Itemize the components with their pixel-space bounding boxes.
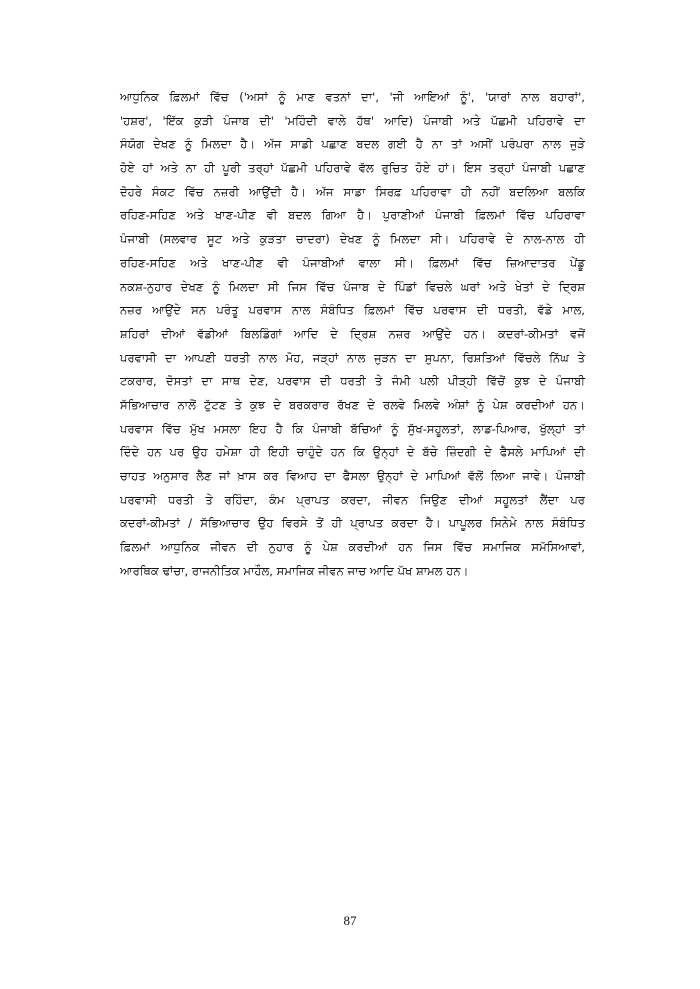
text-line: ਰਹਿਣ-ਸਹਿਣ ਅਤੇ ਖਾਣ-ਪੀਣ ਵੀ ਬਦਲ ਗਿਆ ਹੈ। ਪੁਰਾਣੀਆਂ ਪੰਜਾਬੀ ਫ਼ਿਲਮਾਂ ਵਿੱਚ ਪਹਿਰਾਵਾ bbox=[120, 208, 585, 223]
text-line: ਹੋਏ ਹਾਂ ਅਤੇ ਨਾ ਹੀ ਪੂਰੀ ਤਰ੍ਹਾਂ ਪੱਛਮੀ ਪਹਿਰਾਵੇ ਵੱਲ ਰੁਚਿਤ ਹੋਏ ਹਾਂ। ਇਸ ਤਰ੍ਹਾਂ ਪੰਜਾਬੀ ਪਛਾਣ bbox=[120, 161, 585, 176]
text-line: ਸੰਯੋਗ ਦੇਖਣ ਨੂੰ ਮਿਲਦਾ ਹੈ। ਅੱਜ ਸਾਡੀ ਪਛਾਣ ਬਦਲ ਗਈ ਹੈ ਨਾ ਤਾਂ ਅਸੀਂ ਪਰੰਪਰਾ ਨਾਲ ਜੁੜੇ bbox=[120, 137, 585, 152]
text-line: ਫ਼ਿਲਮਾਂ ਆਧੁਨਿਕ ਜੀਵਨ ਦੀ ਨੁਹਾਰ ਨੂੰ ਪੇਸ਼ ਕਰਦੀਆਂ ਹਨ ਜਿਸ ਵਿੱਚ ਸਮਾਜਿਕ ਸਮੱਸਿਆਵਾਂ, bbox=[120, 540, 585, 555]
text-line: ਪਰਵਾਸੀ ਦਾ ਆਪਣੀ ਧਰਤੀ ਨਾਲ ਮੋਹ, ਜੜ੍ਹਾਂ ਨਾਲ ਜੁੜਨ ਦਾ ਸੁਪਨਾ, ਰਿਸ਼ਤਿਆਂ ਵਿੱਚਲੇ ਨਿੱਘ ਤੇ bbox=[120, 350, 585, 365]
text-line: ਆਧੁਨਿਕ ਫ਼ਿਲਮਾਂ ਵਿੱਚ ('ਅਸਾਂ ਨੂੰ ਮਾਣ ਵਤਨਾਂ ਦਾ', 'ਜੀ ਆਇਆਂ ਨੂੰ', 'ਯਾਰਾਂ ਨਾਲ ਬਹਾਰਾਂ', bbox=[120, 90, 585, 104]
text-line: ਆਰਥਿਕ ਢਾਂਚਾ, ਰਾਜਨੀਤਿਕ ਮਾਹੌਲ, ਸਮਾਜਿਕ ਜੀਵਨ ਜਾਚ ਆਦਿ ਪੱਖ ਸ਼ਾਮਲ ਹਨ। bbox=[120, 563, 469, 578]
text-line: ਨਕਸ਼-ਨੁਹਾਰ ਦੇਖਣ ਨੂੰ ਮਿਲਦਾ ਸੀ ਜਿਸ ਵਿੱਚ ਪੰਜਾਬ ਦੇ ਪਿੰਡਾਂ ਵਿਚਲੇ ਘਰਾਂ ਅਤੇ ਖੇਤਾਂ ਦੇ ਦ੍ਰਿਸ਼ bbox=[120, 279, 585, 294]
paragraph bbox=[120, 86, 585, 583]
text-line: ਚਾਹਤ ਅਨੁਸਾਰ ਲੈਣ ਜਾਂ ਖ਼ਾਸ ਕਰ ਵਿਆਹ ਦਾ ਫੈਸਲਾ ਉਨ੍ਹਾਂ ਦੇ ਮਾਪਿਆਂ ਵੱਲੋਂ ਲਿਆ ਜਾਵੇ। ਪੰਜਾਬੀ bbox=[120, 469, 585, 483]
text-line: ਟਕਰਾਰ, ਦੋਸਤਾਂ ਦਾ ਸਾਥ ਦੇਣ, ਪਰਵਾਸ ਦੀ ਧਰਤੀ ਤੇ ਜੰਮੀ ਪਲੀ ਪੀੜ੍ਹੀ ਵਿੱਚੋਂ ਕੁਝ ਦੇ ਪੰਜਾਬੀ bbox=[120, 374, 585, 389]
text-line: ਪੰਜਾਬੀ (ਸਲਵਾਰ ਸੂਟ ਅਤੇ ਕੁੜਤਾ ਚਾਦਰਾ) ਦੇਖਣ ਨੂੰ ਮਿਲਦਾ ਸੀ। ਪਹਿਰਾਵੇ ਦੇ ਨਾਲ-ਨਾਲ ਹੀ bbox=[120, 232, 585, 247]
text-line: 'ਹਸ਼ਰ', 'ਇੱਕ ਕੁੜੀ ਪੰਜਾਬ ਦੀ' 'ਮਹਿੰਦੀ ਵਾਲੇ ਹੱਥ' ਆਦਿ) ਪੰਜਾਬੀ ਅਤੇ ਪੱਛਮੀ ਪਹਿਰਾਵੇ ਦਾ bbox=[120, 113, 585, 128]
text-line: ਸ਼ਹਿਰਾਂ ਦੀਆਂ ਵੱਡੀਆਂ ਬਿਲਡਿੰਗਾਂ ਆਦਿ ਦੇ ਦ੍ਰਿਸ਼ ਨਜ਼ਰ ਆਉਂਦੇ ਹਨ। ਕਦਰਾਂ-ਕੀਮਤਾਂ ਵਜੋਂ bbox=[120, 326, 585, 341]
text-line: ਦਿੰਦੇ ਹਨ ਪਰ ਉਹ ਹਮੇਸ਼ਾ ਹੀ ਇਹੀ ਚਾਹੁੰਦੇ ਹਨ ਕਿ ਉਨ੍ਹਾਂ ਦੇ ਬੱਚੇ ਜ਼ਿੰਦਗੀ ਦੇ ਫੈਸਲੇ ਮਾਪਿਆਂ ਦੀ bbox=[120, 445, 585, 460]
text-line: ਰਹਿਣ-ਸਹਿਣ ਅਤੇ ਖਾਣ-ਪੀਣ ਵੀ ਪੰਜਾਬੀਆਂ ਵਾਲਾ ਸੀ। ਫ਼ਿਲਮਾਂ ਵਿੱਚ ਜ਼ਿਆਦਾਤਰ ਪੇਂਡੂ bbox=[120, 255, 585, 270]
text-line: ਨਜ਼ਰ ਆਉਂਦੇ ਸਨ ਪਰੰਤੂ ਪਰਵਾਸ ਨਾਲ ਸੰਬੰਧਿਤ ਫ਼ਿਲਮਾਂ ਵਿੱਚ ਪਰਵਾਸ ਦੀ ਧਰਤੀ, ਵੱਡੇ ਮਾਲ, bbox=[120, 303, 585, 318]
text-line: ਸੱਭਿਆਚਾਰ ਨਾਲੋਂ ਟੁੱਟਣ ਤੇ ਕੁਝ ਦੇ ਬਰਕਰਾਰ ਰੱਖਣ ਦੇ ਰਲਵੇ ਮਿਲਵੇ ਅੰਸ਼ਾਂ ਨੂੰ ਪੇਸ਼ ਕਰਦੀਆਂ ਹਨ। bbox=[120, 397, 585, 412]
text-line: ਦੋਹਰੇ ਸੰਕਟ ਵਿੱਚ ਨਜ਼ਰੀ ਆਉਂਦੀ ਹੈ। ਅੱਜ ਸਾਡਾ ਸਿਰਫ਼ ਪਹਿਰਾਵਾ ਹੀ ਨਹੀਂ ਬਦਲਿਆ ਬਲਕਿ bbox=[120, 184, 585, 199]
text-line: ਕਦਰਾਂ-ਕੀਮਤਾਂ / ਸੱਭਿਆਚਾਰ ਉਹ ਵਿਰਸੇ ਤੋਂ ਹੀ ਪ੍ਰਾਪਤ ਕਰਦਾ ਹੈ। ਪਾਪੂਲਰ ਸਿਨੇਮੇ ਨਾਲ ਸੰਬੰਧਿਤ bbox=[120, 516, 585, 531]
page-number: 87 bbox=[343, 913, 357, 928]
text-line: ਪਰਵਾਸ ਵਿੱਚ ਮੁੱਖ ਮਸਲਾ ਇਹ ਹੈ ਕਿ ਪੰਜਾਬੀ ਬੱਚਿਆਂ ਨੂੰ ਸੁੱਖ-ਸਹੂਲਤਾਂ, ਲਾਡ-ਪਿਆਰ, ਖੁੱਲ੍ਹਾਂ ਤਾਂ bbox=[120, 421, 585, 436]
text-line: ਪਰਵਾਸੀ ਧਰਤੀ ਤੇ ਰਹਿੰਦਾ, ਕੰਮ ਪ੍ਰਾਪਤ ਕਰਦਾ, ਜੀਵਨ ਜਿਉਣ ਦੀਆਂ ਸਹੂਲਤਾਂ ਲੈਂਦਾ ਪਰ bbox=[120, 492, 585, 507]
